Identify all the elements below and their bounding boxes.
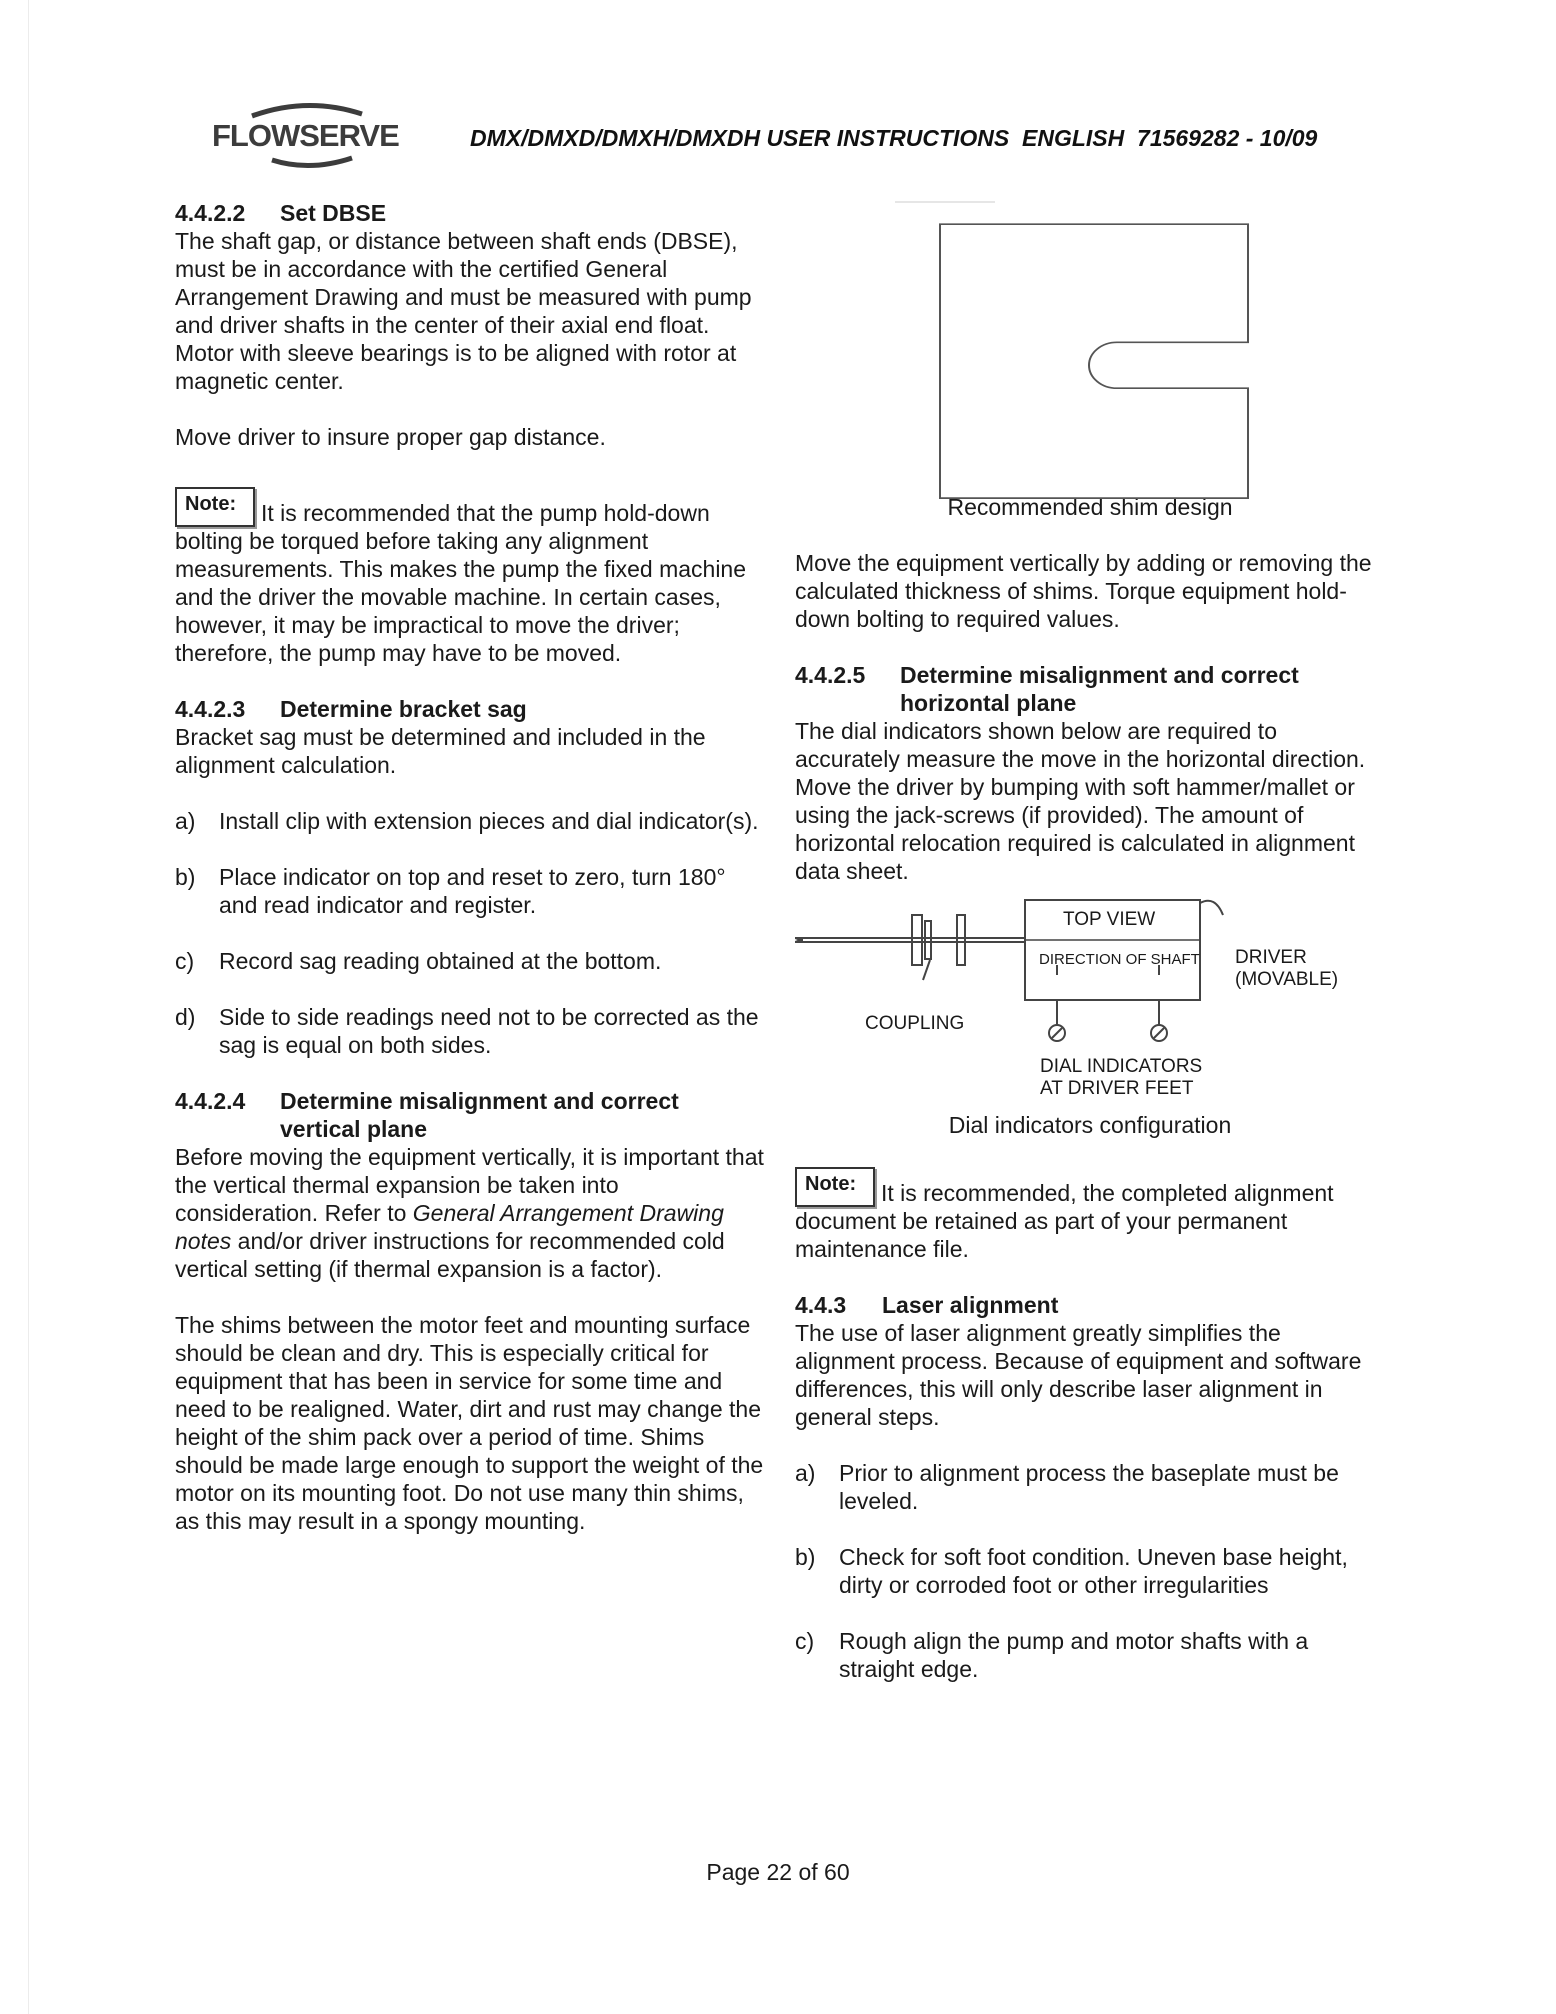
- list-label: a): [175, 808, 196, 834]
- label-coupling: COUPLING: [865, 1013, 965, 1034]
- section-title: Determine bracket sag: [280, 696, 527, 722]
- list-item: [795, 1543, 1385, 1599]
- paragraph-thermal-expansion: [175, 1143, 765, 1283]
- list-text: Install clip with extension pieces and dial indicator(s).: [219, 808, 759, 834]
- list-item: [175, 807, 765, 835]
- section-heading-4-4-2-3: [175, 695, 765, 723]
- label-at-driver-feet: AT DRIVER FEET: [1040, 1078, 1194, 1099]
- list-item: [175, 1003, 765, 1059]
- label-top-view: TOP VIEW: [1063, 909, 1156, 930]
- list-text: Rough align the pump and motor shafts with a straight edge.: [839, 1628, 1309, 1682]
- paragraph-bracket-sag: Bracket sag must be determined and included in the alignment calculation.: [175, 724, 706, 778]
- section-number: 4.4.2.4: [175, 1088, 246, 1114]
- list-label: b): [795, 1544, 816, 1570]
- section-heading-4-4-3: [795, 1291, 1385, 1319]
- note-icon: Note:: [175, 487, 255, 527]
- document-header-title: DMX/DMXD/DMXH/DMXDH USER INSTRUCTIONS ENGLISH 71569282 - 10/09: [470, 125, 1318, 151]
- paragraph-laser-alignment: The use of laser alignment greatly simplifies the alignment process. Because of equipment and software differences, this will only describe laser alignment in general steps.: [795, 1320, 1362, 1430]
- section-number: 4.4.2.2: [175, 200, 246, 226]
- note-text-2: It is recommended, the completed alignment document be retained as part of your permanent maintenance file.: [795, 1180, 1334, 1262]
- paragraph-move-vertically: Move the equipment vertically by adding or removing the calculated thickness of shims. Torque equipment hold-down bolting to required values.: [795, 550, 1372, 632]
- shim-caption: Recommended shim design: [947, 494, 1233, 520]
- section-title: Laser alignment: [882, 1292, 1059, 1318]
- section-number: 4.4.3: [795, 1292, 847, 1318]
- section-number: 4.4.2.5: [795, 662, 866, 688]
- page-number: Page 22 of 60: [706, 1859, 850, 1885]
- note-text-1: It is recommended that the pump hold-down bolting be torqued before taking any alignment measurements. This makes the pump the fixed machine and the driver the movable machine. In certain cases, however, it may be impractical to move the driver; therefore, the pump may have to be moved.: [175, 500, 747, 666]
- list-item: [795, 1459, 1385, 1515]
- text-run: and/or driver instructions for recommended cold vertical setting (if thermal expansion is a factor).: [175, 1228, 725, 1282]
- dial-indicator-diagram: [795, 885, 1385, 1115]
- list-text: Prior to alignment process the baseplate must be leveled.: [839, 1460, 1339, 1514]
- section-title: Determine misalignment and correct vertical plane: [280, 1088, 679, 1142]
- list-text: Side to side readings need not to be corrected as the sag is equal on both sides.: [219, 1004, 759, 1058]
- paragraph-dial-indicators: The dial indicators shown below are required to accurately measure the move in the horizontal direction. Move the driver by bumping with soft hammer/mallet or using the jack-screws (if provided). The amount of horizontal relocation required is calculated in alignment data sheet.: [795, 718, 1366, 884]
- section-heading-4-4-2-5: [795, 661, 1385, 717]
- note-icon: Note:: [795, 1167, 875, 1207]
- paragraph-dbse: The shaft gap, or distance between shaft ends (DBSE), must be in accordance with the certified General Arrangement Drawing and must be measured with pump and driver shafts in the center of their axial end float. Motor with sleeve bearings is to be aligned with rotor at magnetic center.: [175, 228, 752, 394]
- section-heading-4-4-2-4: [175, 1087, 765, 1143]
- paragraph-shims: The shims between the motor feet and mounting surface should be clean and dry. This is especially critical for equipment that has been in service for some time and need to be realigned. Water, dirt and rust may change the height of the shim pack over a period of time. Shims should be made large enough to support the weight of the motor on its mounting foot. Do not use many thin shims, as this may result in a spongy mounting.: [175, 1312, 764, 1534]
- list-label: c): [175, 948, 195, 974]
- list-label: a): [795, 1460, 816, 1486]
- page-edge-line: [28, 0, 29, 2014]
- label-driver: DRIVER: [1235, 947, 1307, 968]
- list-label: c): [795, 1628, 815, 1654]
- list-label: b): [175, 864, 196, 890]
- shim-drawing: [795, 199, 1385, 499]
- flowserve-logo: [212, 100, 399, 180]
- note-paragraph-1: [175, 487, 765, 667]
- left-column: [175, 199, 765, 1535]
- section-heading-4-4-2-2: [175, 199, 765, 227]
- label-direction-of-shaft: DIRECTION OF SHAFT: [1039, 951, 1200, 968]
- list-label: d): [175, 1004, 196, 1030]
- list-item: [175, 947, 765, 975]
- list-text: Record sag reading obtained at the bottom.: [219, 948, 662, 974]
- shim-figure: [795, 199, 1385, 499]
- label-dial-indicators: DIAL INDICATORS: [1040, 1056, 1203, 1077]
- paragraph-move-driver: Move driver to insure proper gap distance.: [175, 424, 606, 450]
- section-title: Set DBSE: [280, 200, 387, 226]
- list-text: Place indicator on top and reset to zero, turn 180° and read indicator and register.: [219, 864, 726, 918]
- section-number: 4.4.2.3: [175, 696, 246, 722]
- logo-text: FLOWSERVE: [212, 118, 399, 153]
- right-column: [795, 199, 1385, 1683]
- dial-caption: Dial indicators configuration: [948, 1112, 1232, 1138]
- note-paragraph-2: [795, 1167, 1385, 1263]
- section-title: Determine misalignment and correct horizontal plane: [900, 662, 1299, 716]
- label-movable: (MOVABLE): [1235, 969, 1339, 990]
- list-item: [175, 863, 765, 919]
- list-item: [795, 1627, 1385, 1683]
- list-text: Check for soft foot condition. Uneven base height, dirty or corroded foot or other irregularities: [839, 1544, 1348, 1598]
- emphasis-text: General Arrangement Drawing notes: [175, 1200, 724, 1254]
- text-run: Before moving the equipment vertically, it is important that the vertical thermal expansion be taken into consideration. Refer to: [175, 1144, 764, 1226]
